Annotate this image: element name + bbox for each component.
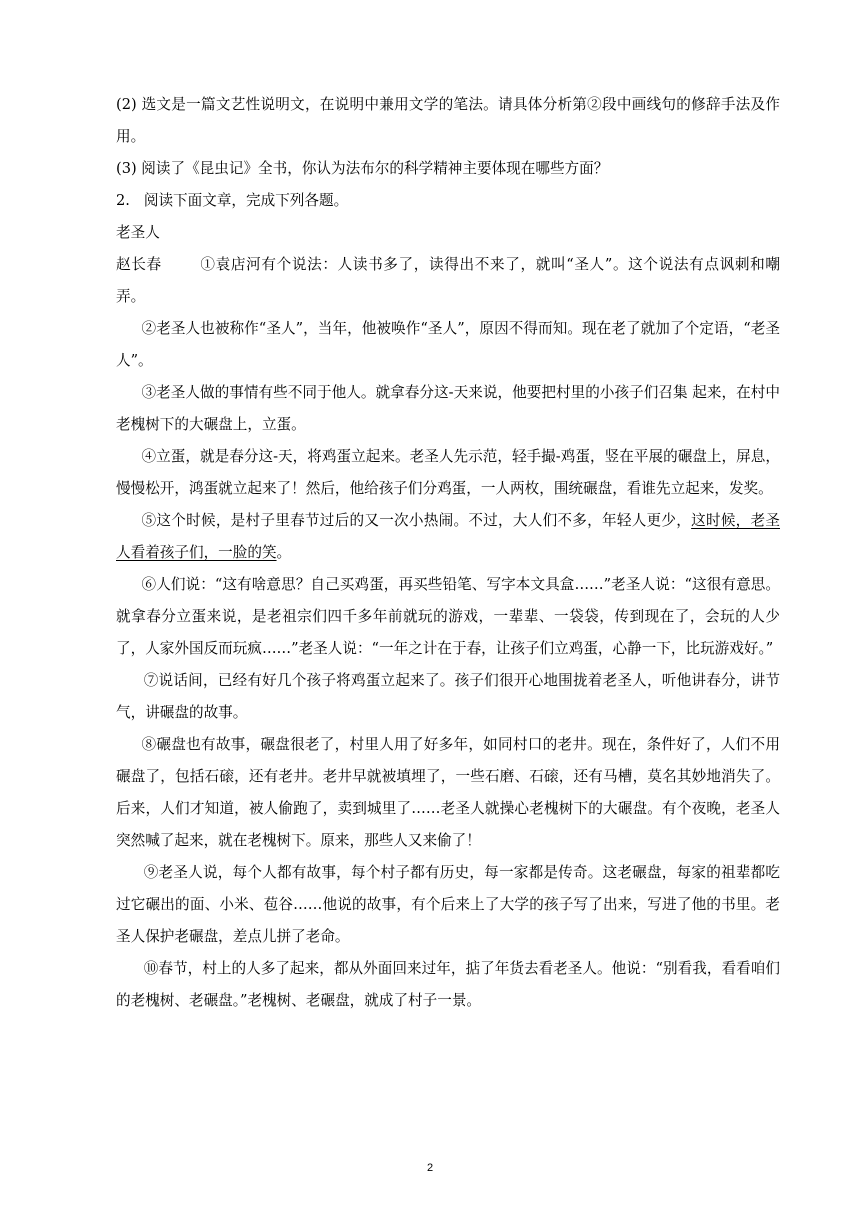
question-2: (2) 选文是一篇文艺性说明文，在说明中兼用文学的笔法。请具体分析第②段中画线句的修辞手法及作用。 <box>116 96 780 145</box>
article-paragraph-4: ④立蛋，就是春分这-天，将鸡蛋立起来。老圣人先示范，轻手撮-鸡蛋，竖在平展的碾盘上，屏息，慢慢松开，鸿蛋就立起来了！然后，他给孩子们分鸡蛋，一人两枚，围统碾盘，看谁先立起来，发奖。 <box>116 448 780 497</box>
article-paragraph-10: ⑩春节，村上的人多了起来，都从外面回来过年，掂了年货去看老圣人。他说：“别看我，看看咱们的老槐树、老碾盘。”老槐树、老碾盘，就成了村子一景。 <box>116 960 780 1009</box>
article-author: 赵长春 <box>116 256 162 273</box>
paragraph-5-text: ⑤这个时候，是村子里春节过后的又一次小热闹。不过，大人们不多，年轻人更少， <box>141 512 692 529</box>
article-paragraph-6: ⑥人们说：“这有啥意思？自己买鸡蛋，再买些铅笔、写字本文具盒……”老圣人说：“这很有意思。就拿春分立蛋来说，是老祖宗们四千多年前就玩的游戏，一辈辈、一袋袋，传到现在了，会玩的人少了，人家外国反而玩疯……”老圣人说：“一年之计在于春，让孩子们立鸡蛋，心静一下，比玩游戏好。” <box>116 576 780 657</box>
article-title: 老圣人 <box>116 224 160 241</box>
page-number: 2 <box>426 1162 434 1174</box>
section-2-heading <box>116 185 780 217</box>
article-paragraph-5 <box>116 505 780 569</box>
section-2-number: 2. <box>116 192 130 209</box>
article-paragraph-9: ⑨老圣人说，每个人都有故事，每个村子都有历史，每一家都是传奇。这老碾盘，每家的祖辈都吃过它碾出的面、小米、苞谷……他说的故事，有个后来上了大学的孩子写了出来，写进了他的书里。老圣人保护老碾盘，差点儿拼了老命。 <box>116 864 780 945</box>
article-paragraph-1 <box>116 249 780 313</box>
article-paragraph-2: ②老圣人也被称作“圣人”，当年，他被唤作“圣人”，原因不得而知。现在老了就加了个定语，“老圣人”。 <box>116 320 780 369</box>
question-3: (3) 阅读了《昆虫记》全书，你认为法布尔的科学精神主要体现在哪些方面？ <box>116 160 609 177</box>
paragraph-5-end: 。 <box>276 544 292 561</box>
page-content <box>116 89 780 1017</box>
paragraph-1-text: ①袁店河有个说法：人读书多了，读得出不来了，就叫“圣人”。这个说法有点讽刺和嘲弄。 <box>116 256 780 305</box>
underlined-sentence: 这时候，老圣人看着孩子们，一脸的笑 <box>116 512 780 561</box>
article-paragraph-8: ⑧碾盘也有故事，碾盘很老了，村里人用了好多年，如同村口的老井。现在，条件好了，人们不用碾盘了，包括石磙，还有老井。老井早就被填埋了，一些石磨、石磙，还有马槽，莫名其妙地消失了。后来，人们才知道，被人偷跑了，卖到城里了……老圣人就操心老槐树下的大碾盘。有个夜晚，老圣人突然喊了起来，就在老槐树下。原来，那些人又来偷了！ <box>116 736 780 849</box>
article-paragraph-7: ⑦说话间，已经有好几个孩子将鸡蛋立起来了。孩子们很开心地围拢着老圣人，听他讲春分，讲节气，讲碾盘的故事。 <box>116 672 780 721</box>
section-2-instruction: 阅读下面文章，完成下列各题。 <box>143 192 349 209</box>
article-paragraph-3: ③老圣人做的事情有些不同于他人。就拿春分这-天来说，他要把村里的小孩子们召集 起来，在村中老槐树下的大碾盘上，立蛋。 <box>116 384 780 433</box>
